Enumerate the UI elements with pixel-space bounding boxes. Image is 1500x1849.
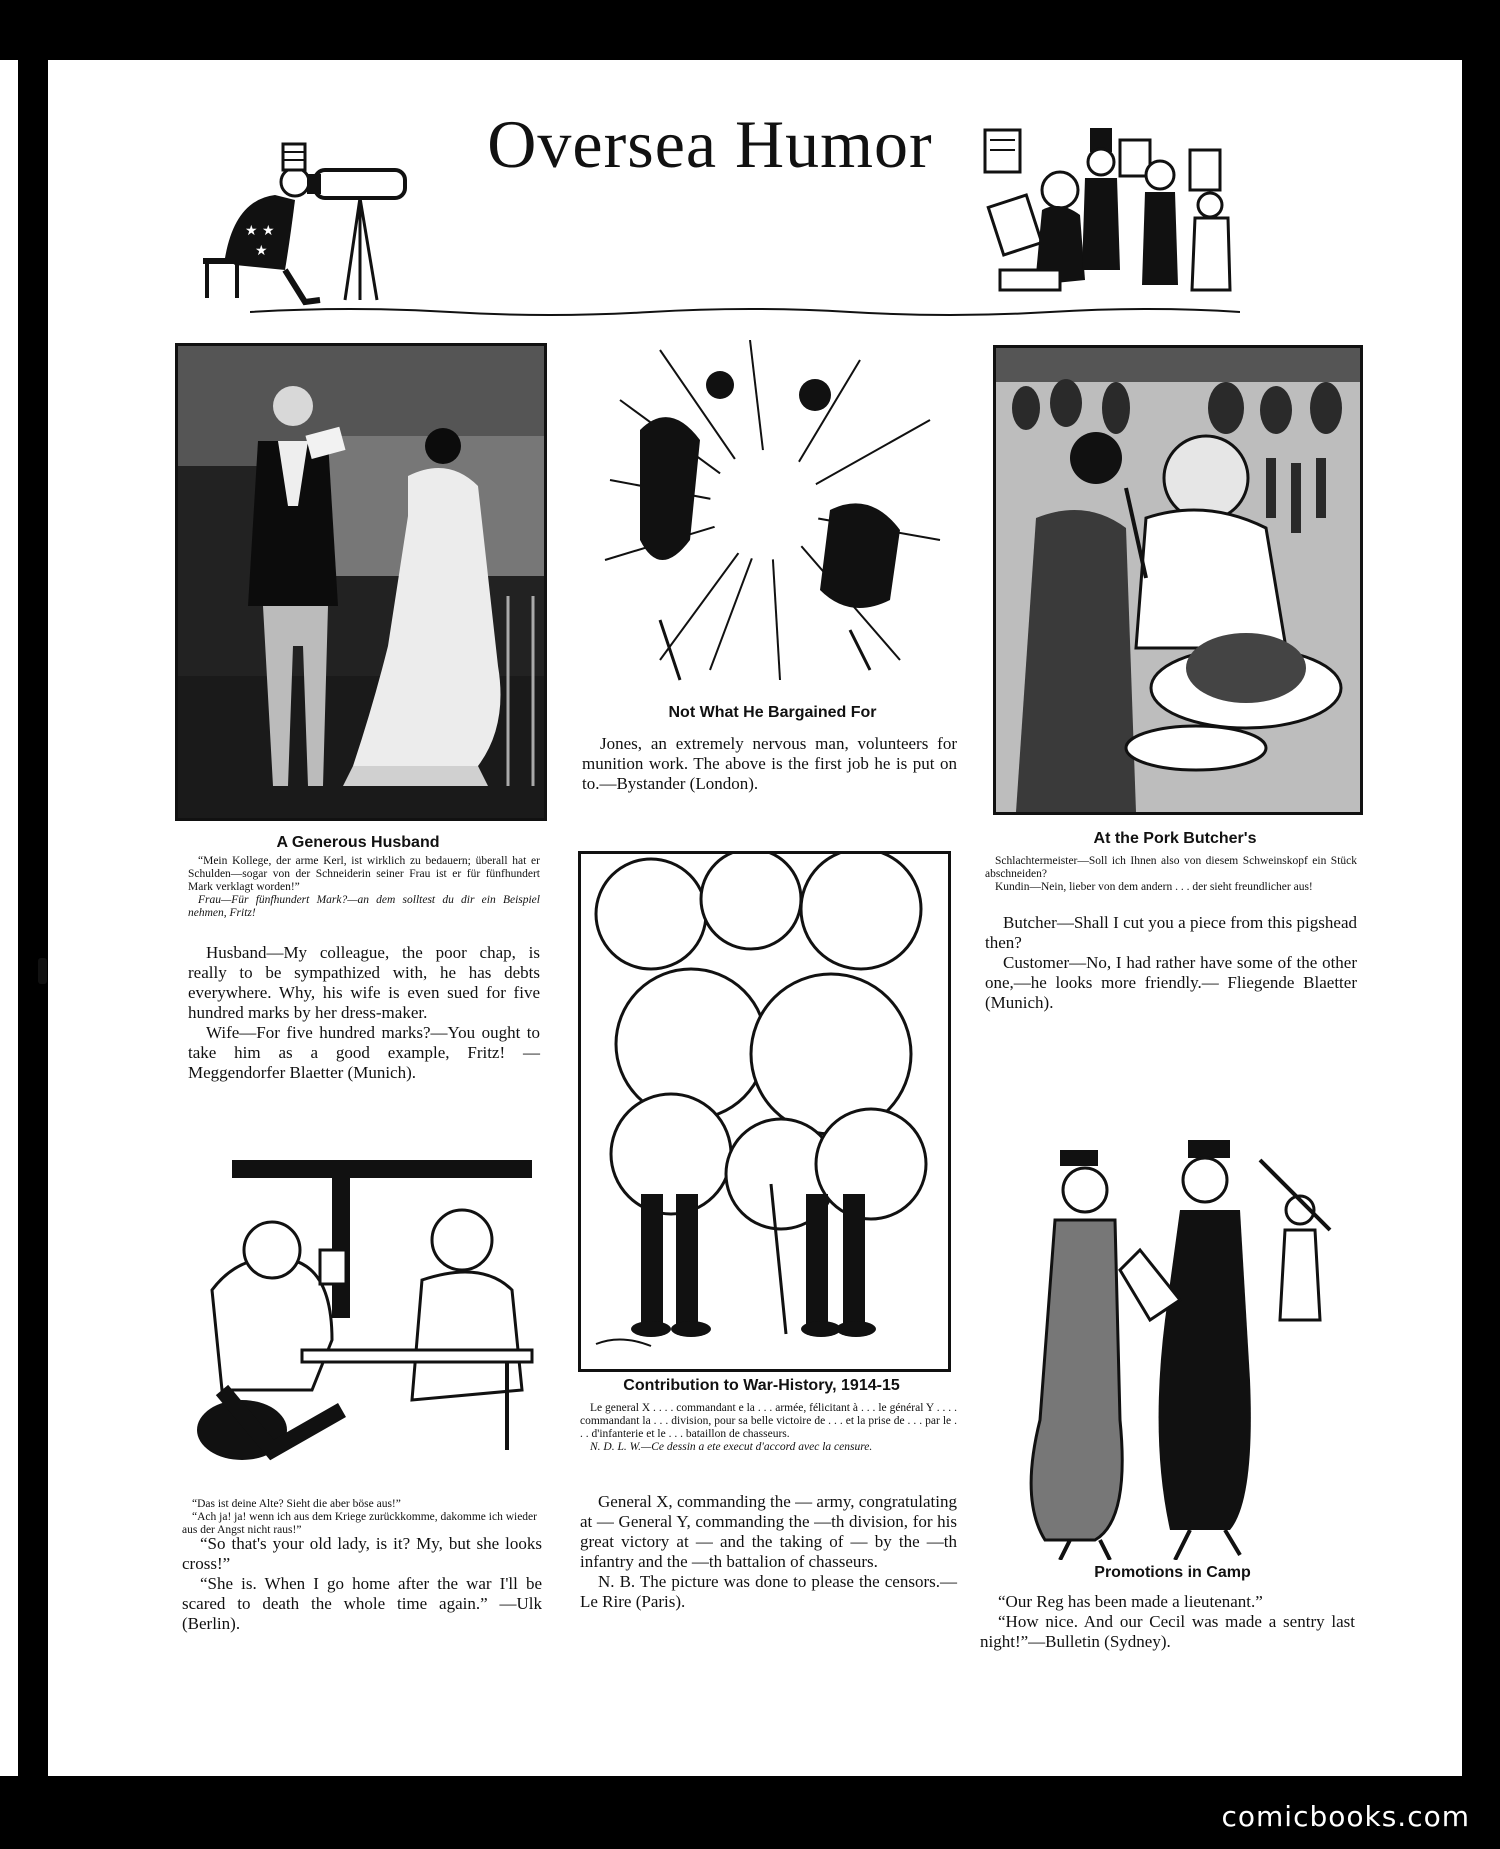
binding-mark: [38, 958, 47, 984]
page-title: Oversea Humor: [487, 106, 933, 182]
translation-line: Customer—No, I had rather have some of the other one,—he looks more friendly.— Fliegende Blaetter (Munich).: [985, 953, 1357, 1012]
translation-line: “So that's your old lady, is it? My, but she looks cross!”: [182, 1534, 542, 1573]
translation-pork-butcher: [985, 913, 1357, 1013]
cartoon-war-history-illustration: [578, 851, 951, 1372]
svg-text:★: ★: [255, 243, 268, 259]
translation-line: Jones, an extremely nervous man, volunteers for munition work. The above is the first job he is put on to.—Bystander (London).: [582, 734, 957, 793]
translation-generous-husband: [188, 943, 540, 1083]
translation-line: N. B. The picture was done to please the censors.—Le Rire (Paris).: [580, 1572, 957, 1611]
cartoon-generous-husband-illustration: [175, 343, 547, 821]
translation-line: “Our Reg has been made a lieutenant.”: [998, 1592, 1263, 1611]
french-line: Le general X . . . . commandant e la . . . armée, félicitant à . . . le général Y . . . . commandant la . . . division, pour sa belle victoire de . . . et la prise de . . . par le . . . d'infanterie et le . . . bataillon de chasseurs.: [580, 1402, 957, 1440]
german-line: “Ach ja! ja! wenn ich aus dem Kriege zurückkomme, dakomme ich wieder aus der Angst nicht raus!”: [182, 1511, 537, 1536]
site-watermark: comicbooks.com: [1221, 1800, 1470, 1833]
translation-line: Butcher—Shall I cut you a piece from this pigshead then?: [985, 913, 1357, 952]
translation-line: Wife—For five hundred marks?—You ought to take him as a good example, Fritz! —Meggendorfer Blaetter (Munich).: [188, 1023, 540, 1082]
translation-line: “How nice. And our Cecil was made a sentry last night!”—Bulletin (Sydney).: [980, 1612, 1355, 1651]
translation-line: General X, commanding the — army, congratulating at — General Y, commanding the —th division, for his great victory at — and the taking of — by the —th infantry and the —th battalion of chasseurs.: [580, 1492, 957, 1571]
translation-ulk: [182, 1534, 542, 1634]
cartoon-title-not-what-he-bargained: Not What He Bargained For: [668, 704, 877, 721]
german-text-pork-butcher: [985, 855, 1357, 894]
cartoon-title-promotions: Promotions in Camp: [1094, 1564, 1251, 1581]
cartoon-explosion-illustration: [600, 340, 945, 695]
german-line: “Mein Kollege, der arme Kerl, ist wirklich zu bedauern; überall hat er Schulden—sogar von der Schneiderin seiner Frau ist er für fünfhundert Mark verklagt worden!”: [188, 855, 540, 893]
facing-page-edge: [0, 60, 18, 1776]
german-line: Frau—Für fünfhundert Mark?—an dem solltest du dir ein Beispiel nehmen, Fritz!: [188, 894, 540, 919]
cartoon-title-war-history: Contribution to War-History, 1914-15: [623, 1377, 900, 1394]
cartoon-soldiers-photo-illustration: [182, 1150, 537, 1490]
cartoon-promotions-illustration: [1000, 1120, 1345, 1560]
header-ground-line: [250, 304, 1240, 318]
translation-not-what-he-bargained: [582, 734, 957, 794]
header-illustration-uncle-sam: [195, 140, 425, 310]
german-text-ulk: [182, 1498, 537, 1537]
cartoon-title-generous-husband: A Generous Husband: [276, 834, 440, 851]
svg-text:★ ★: ★ ★: [245, 223, 275, 239]
german-line: “Das ist deine Alte? Sieht die aber böse aus!”: [192, 1498, 401, 1510]
french-text-war-history: [580, 1402, 957, 1454]
german-line: Kundin—Nein, lieber von dem andern . . . der sieht freundlicher aus!: [995, 881, 1313, 893]
translation-promotions: [980, 1592, 1355, 1652]
translation-line: Husband—My colleague, the poor chap, is really to be sympathized with, he has debts everywhere. Why, his wife is even sued for five hundred marks by her dress-maker.: [188, 943, 540, 1022]
cartoon-title-pork-butcher: At the Pork Butcher's: [1093, 830, 1257, 847]
german-text-generous-husband: [188, 855, 540, 920]
german-line: Schlachtermeister—Soll ich Ihnen also von diesem Schweinskopf ein Stück abschneiden?: [985, 855, 1357, 880]
header-illustration-newsvendors: [980, 120, 1240, 315]
cartoon-pork-butcher-illustration: [993, 345, 1363, 815]
translation-war-history: [580, 1492, 957, 1612]
french-line: N. D. L. W.—Ce dessin a ete execut d'accord avec la censure.: [590, 1441, 873, 1453]
translation-line: “She is. When I go home after the war I'll be scared to death the whole time again.” —Ulk (Berlin).: [182, 1574, 542, 1633]
